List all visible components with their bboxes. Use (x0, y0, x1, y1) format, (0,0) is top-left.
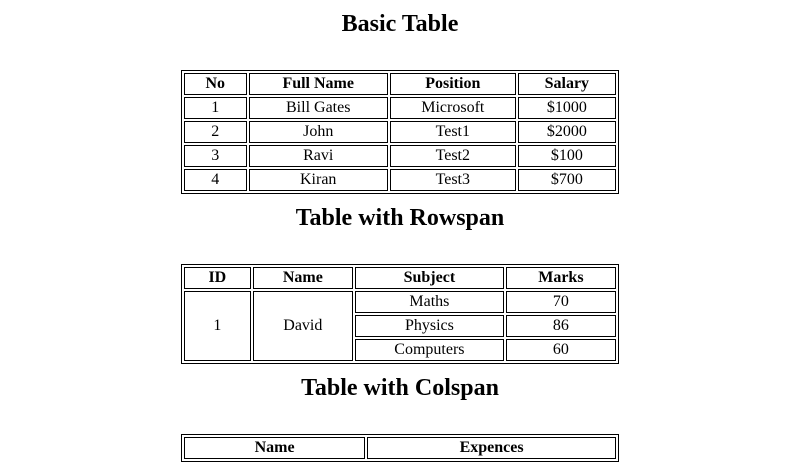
header-cell-subject: Subject (355, 267, 504, 289)
table-row (184, 97, 616, 119)
cell-full-name: Ravi (249, 145, 388, 167)
colspan-table (181, 434, 619, 462)
header-cell-full-name: Full Name (249, 73, 388, 95)
cell-marks: 86 (506, 315, 616, 337)
table-row (184, 291, 616, 313)
cell-position: Test2 (390, 145, 516, 167)
cell-full-name: Kiran (249, 169, 388, 191)
cell-subject: Computers (355, 339, 504, 361)
basic-table-title: Basic Table (341, 11, 459, 37)
cell-marks: 70 (506, 291, 616, 313)
cell-salary: $700 (518, 169, 616, 191)
cell-marks: 60 (506, 339, 616, 361)
cell-full-name: John (249, 121, 388, 143)
cell-position: Test3 (390, 169, 516, 191)
rowspan-table (181, 264, 619, 364)
header-cell-marks: Marks (506, 267, 616, 289)
header-cell-id: ID (184, 267, 251, 289)
cell-position: Test1 (390, 121, 516, 143)
cell-subject: Maths (355, 291, 504, 313)
header-cell-no: No (184, 73, 247, 95)
cell-no: 3 (184, 145, 247, 167)
cell-salary: $1000 (518, 97, 616, 119)
cell-full-name: Bill Gates (249, 97, 388, 119)
rowspan-table-title: Table with Rowspan (295, 205, 505, 231)
cell-no: 2 (184, 121, 247, 143)
cell-salary: $100 (518, 145, 616, 167)
cell-no: 4 (184, 169, 247, 191)
table-row (184, 169, 616, 191)
cell-name: David (253, 291, 353, 361)
cell-subject: Physics (355, 315, 504, 337)
header-cell-name: Name (184, 437, 365, 459)
rowspan-table-header-row (184, 267, 616, 289)
cell-no: 1 (184, 97, 247, 119)
colspan-table-header-row (184, 437, 616, 459)
cell-position: Microsoft (390, 97, 516, 119)
table-row (184, 145, 616, 167)
header-cell-name: Name (253, 267, 353, 289)
basic-table (181, 70, 619, 194)
header-cell-salary: Salary (518, 73, 616, 95)
colspan-table-title: Table with Colspan (301, 375, 499, 401)
page (0, 10, 800, 460)
cell-id: 1 (184, 291, 251, 361)
cell-salary: $2000 (518, 121, 616, 143)
table-row (184, 121, 616, 143)
header-cell-expences: Expences (367, 437, 616, 459)
header-cell-position: Position (390, 73, 516, 95)
basic-table-header-row (184, 73, 616, 95)
